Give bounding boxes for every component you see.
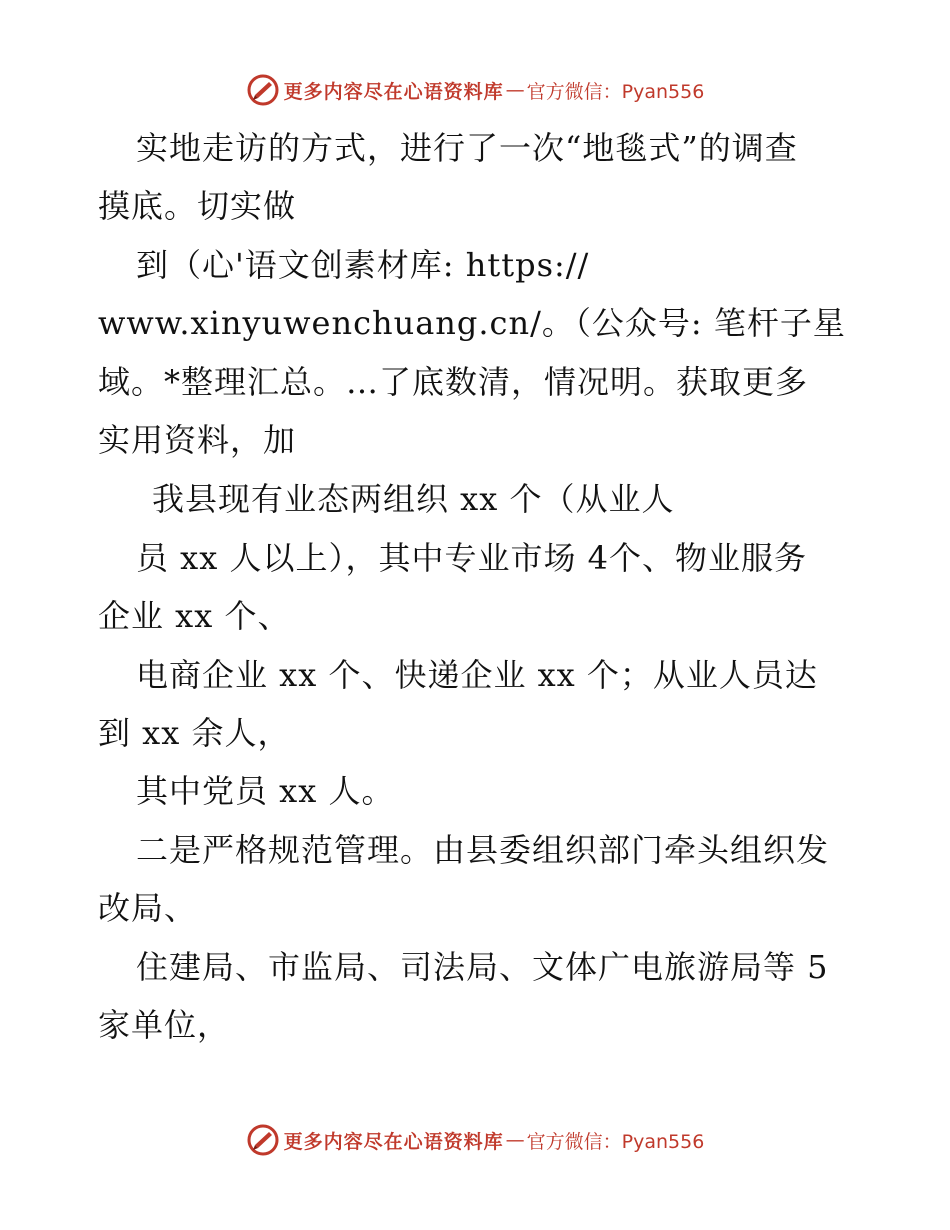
banner-title: 更多内容尽在心语资料库 [283, 80, 504, 103]
body-line: 二是严格规范管理。由县委组织部门牵头组织发 [136, 831, 830, 869]
body-line: 企业 xx 个、 [98, 597, 291, 635]
body-line: 家单位， [98, 1006, 231, 1044]
body-line: 电商企业 xx 个、快递企业 xx 个；从业人员达 [136, 656, 818, 694]
body-line: 住建局、市监局、司法局、文体广电旅游局等 5 [136, 948, 829, 986]
banner-contact: 官方微信：Pyan556 [526, 80, 705, 103]
body-line: 域。*整理汇总。…了底数清，情况明。获取更多 [98, 363, 809, 401]
banner-separator: — [505, 1129, 525, 1151]
body-line: 到（心'语文创素材库: https:// [136, 246, 590, 284]
body-line: 员 xx 人以上），其中专业市场 4个、物业服务 [136, 539, 807, 577]
body-line: 摸底。切实做 [98, 187, 297, 225]
body-line: 我县现有业态两组织 xx 个（从业人 [152, 480, 675, 518]
body-line: 到 xx 余人， [98, 714, 291, 752]
body-line: www.xinyuwenchuang.cn/。（公众号: 笔杆子星 [98, 304, 846, 342]
body-line: 实地走访的方式，进行了一次“地毯式”的调查 [136, 129, 798, 167]
footer-watermark-banner [0, 1120, 950, 1160]
body-line: 其中党员 xx 人。 [136, 772, 395, 810]
banner-title: 更多内容尽在心语资料库 [283, 1130, 504, 1153]
banner-contact: 官方微信：Pyan556 [526, 1130, 705, 1153]
body-line: 改局、 [98, 889, 198, 927]
body-line: 实用资料，加 [98, 421, 297, 459]
banner-separator: — [505, 79, 525, 101]
logo-icon [246, 1123, 280, 1157]
